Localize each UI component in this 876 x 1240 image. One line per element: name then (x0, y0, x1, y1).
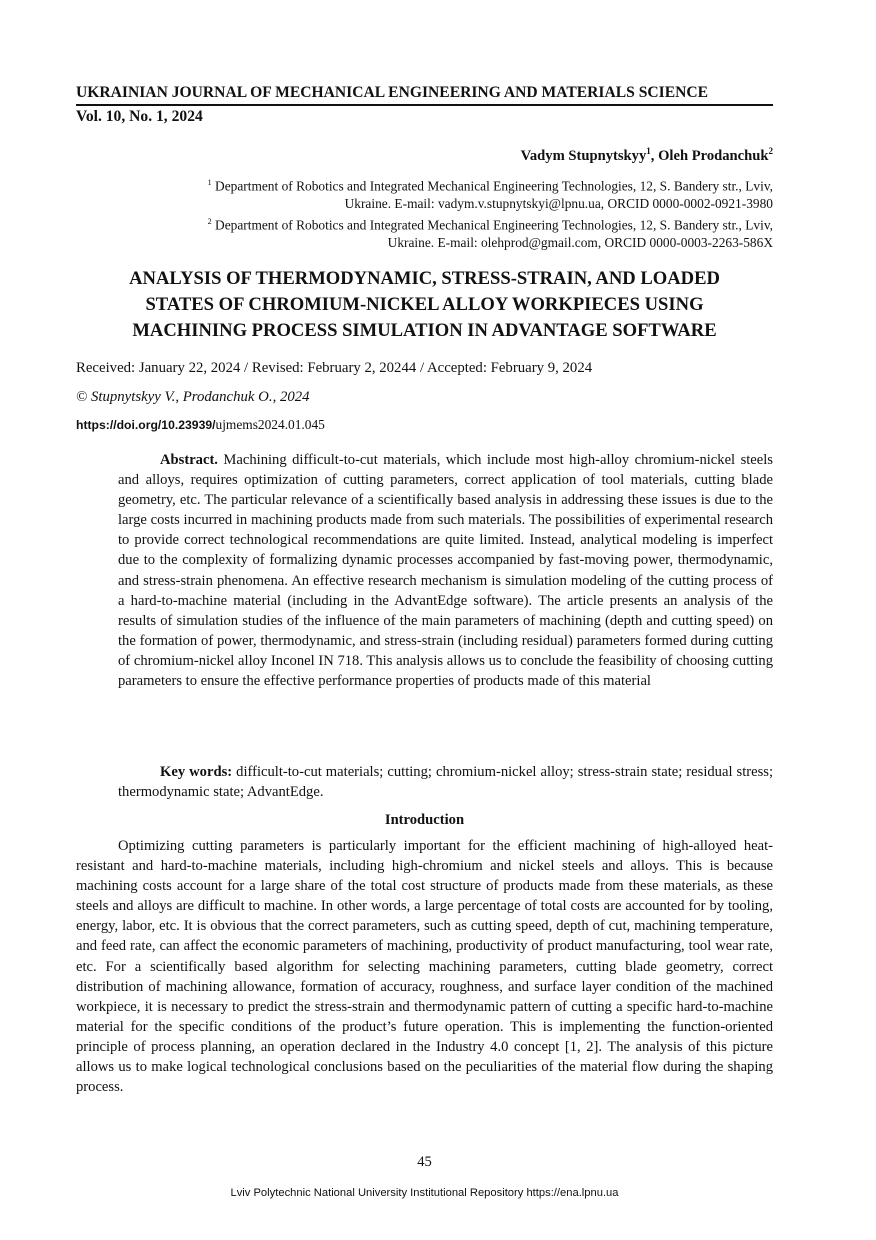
keywords-label: Key words: (160, 764, 233, 780)
keywords-text: difficult-to-cut materials; cutting; chromium-nickel alloy; stress-strain state; residual stress; thermodynamic state; AdvantEdge. (118, 764, 773, 801)
keywords (118, 762, 773, 802)
section-heading-introduction: Introduction (384, 812, 465, 828)
affiliation-marker: 1 (207, 178, 212, 187)
author-name: Oleh Prodanchuk (658, 147, 769, 164)
author-separator: , (650, 147, 659, 164)
affiliation-line: Ukraine. E-mail: olehprod@gmail.com, ORCID 0000-0003-2263-586X (387, 234, 773, 250)
affiliation-line (133, 174, 773, 195)
doi-link[interactable] (76, 417, 325, 433)
doi-suffix: ujmems2024.01.045 (215, 417, 325, 432)
page-number: 45 (417, 1154, 432, 1170)
submission-dates: Received: January 22, 2024 / Revised: February 2, 20244 / Accepted: February 9, 2024 (76, 360, 593, 376)
affiliation-marker: 2 (207, 216, 212, 226)
copyright-notice: © Stupnytskyy V., Prodanchuk O., 2024 (76, 389, 310, 405)
affiliation-line (133, 213, 773, 234)
title-line: ANALYSIS OF THERMODYNAMIC, STRESS-STRAIN, AND LOADED (129, 268, 720, 289)
journal-volume: Vol. 10, No. 1, 2024 (76, 108, 203, 125)
affiliation-line: Ukraine. E-mail: vadym.v.stupnytskyi@lpnu.ua, ORCID 0000-0002-0921-3980 (344, 196, 773, 212)
affiliation-text: Department of Robotics and Integrated Mechanical Engineering Technologies, 12, S. Bandery str., Lviv, (211, 217, 773, 233)
doi-prefix: https://doi.org/10.23939/ (76, 418, 216, 432)
abstract-label: Abstract. (160, 452, 218, 468)
introduction-paragraph: Optimizing cutting parameters is particularly important for the efficient machining of high-alloyed heat-resistant and hard-to-machine materials, including high-chromium and nickel steels and alloys. This is because machining costs account for a large share of the total cost structure of products made from these materials, as these steels and alloys are difficult to machine. In other words, a large percentage of total costs are accounted for by tooling, energy, labor, etc. It is obvious that the correct parameters, such as cutting speed, depth of cut, machining temperature, and feed rate, can affect the economic parameters of machining, productivity of product manufacturing, tool wear rate, etc. For a scientifically based algorithm for selecting machining parameters, cutting blade geometry, correct distribution of machining allowance, formation of accuracy, roughness, and surface layer condition of the machined workpiece, it is necessary to predict the stress-strain and thermodynamic pattern of cutting a specific hard-to-machine material for the specific conditions of the product’s future operation. This is implementing the function-oriented principle of process planning, an operation declared in the Industry 4.0 concept [1, 2]. The analysis of this picture allows us to make logical technological conclusions based on the peculiarities of the material flow during the shaping process. (76, 838, 773, 1096)
journal-title: UKRAINIAN JOURNAL OF MECHANICAL ENGINEERING AND MATERIALS SCIENCE (76, 84, 773, 106)
title-line: MACHINING PROCESS SIMULATION IN ADVANTAGE SOFTWARE (132, 320, 717, 341)
affiliation-marker: 2 (768, 146, 773, 156)
affiliation-text: Department of Robotics and Integrated Mechanical Engineering Technologies, 12, S. Bandery str., Lviv, (211, 178, 773, 194)
title-line: STATES OF CHROMIUM-NICKEL ALLOY WORKPIECES USING (145, 294, 704, 315)
paper-title (76, 266, 773, 344)
abstract-text: Machining difficult-to-cut materials, which include most high-alloy chromium-nickel steels and alloys, requires optimization of cutting parameters, correct application of tool materials, cutting blade geometry, etc. The particular relevance of a scientifically based analysis in addressing these issues is due to the large costs incurred in machining products made from such materials. The possibilities of experimental research to provide correct technological recommendations are quite limited. Instead, analytical modeling is imperfect due to the complexity of formalizing dynamic processes accompanied by fast-moving power, thermodynamic, and stress-strain phenomena. An effective research mechanism is simulation modeling of the cutting process of a hard-to-machine material (including in the AdvantEdge software). The article presents an analysis of the results of simulation studies of the influence of the main parameters of machining (depth and cutting speed) on the formation of power, thermodynamic, and stress-strain (including residual) parameters formed during cutting of chromium-nickel alloy Inconel IN 718. This analysis allows us to conclude the feasibility of choosing cutting parameters to ensure the effective performance properties of products made of this material (118, 452, 773, 690)
repository-footer: Lviv Polytechnic National University Institutional Repository https://ena.lpnu.ua (230, 1187, 619, 1199)
author-name: Vadym Stupnytskyy (520, 147, 647, 164)
affiliation-list (133, 174, 773, 251)
affiliation-marker: 1 (646, 146, 651, 156)
author-list (521, 146, 773, 165)
abstract (118, 450, 773, 691)
